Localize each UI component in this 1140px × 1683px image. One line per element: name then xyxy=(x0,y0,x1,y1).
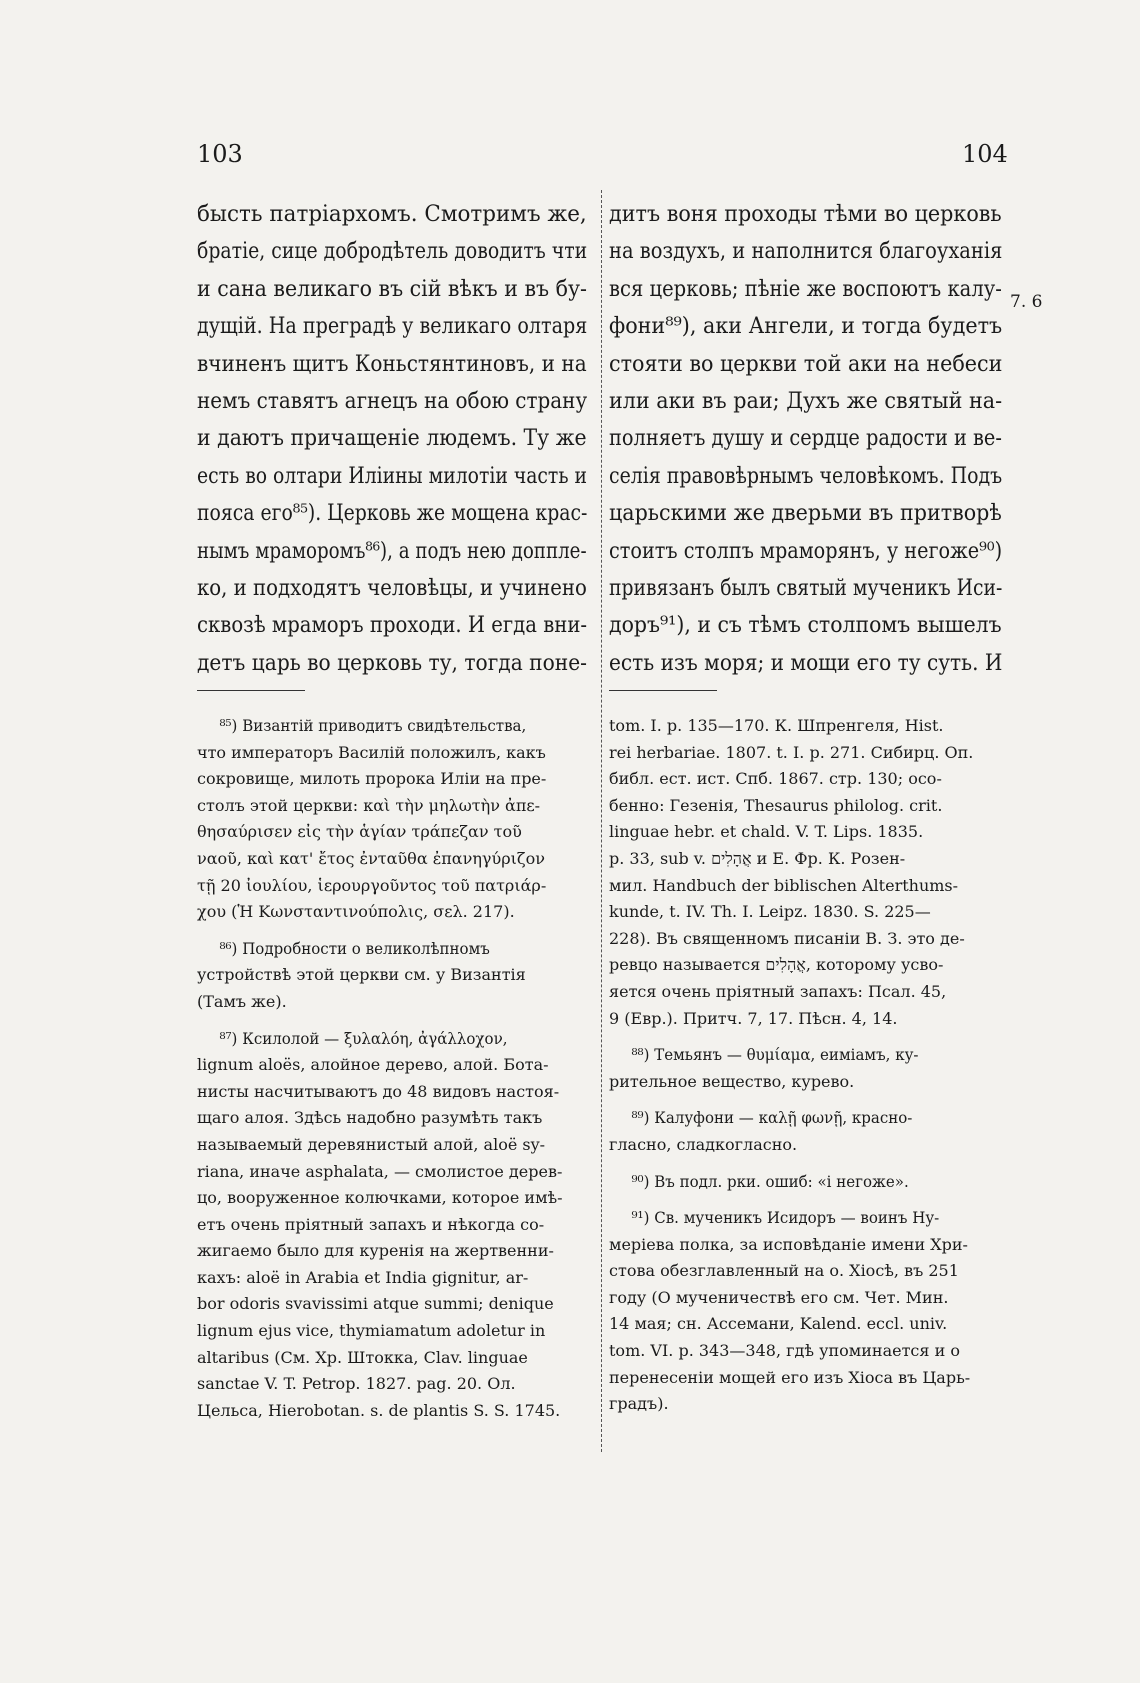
text-line: сквозѣ мраморъ проходи. И егда вни- xyxy=(197,613,587,639)
right-column xyxy=(609,196,1002,1418)
footnote-line: щаго алоя. Здѣсь надобно разумѣть такъ xyxy=(197,1108,543,1128)
page-number-left: 103 xyxy=(197,140,243,168)
footnote-line: ⁸⁶) Подробности о великолѣпномъ xyxy=(219,938,490,958)
footnote-line: ⁸⁸) Темьянъ — θυμίαμα, еиміамъ, ку- xyxy=(631,1045,919,1065)
footnote-line: θησαύρισεν εἰς τὴν ἁγίαν τράπεζαν τοῦ xyxy=(197,822,522,842)
margin-mark: 7. 6 xyxy=(1010,292,1043,312)
footnote-line: перенесеніи мощей его изъ Хіоса въ Царь- xyxy=(609,1367,971,1387)
text-line: пояса его⁸⁵). Церковь же мощена крас- xyxy=(197,501,587,527)
footnote-line: ⁸⁹) Калуфони — καλῇ φωνῇ, красно- xyxy=(631,1108,913,1128)
footnote-line: библ. ест. ист. Спб. 1867. стр. 130; осо- xyxy=(609,769,942,789)
text-line: и даютъ причащеніе людемъ. Ту же xyxy=(197,426,587,452)
text-line: привязанъ былъ святый мученикъ Иси- xyxy=(609,576,1002,602)
text-line: доръ⁹¹), и съ тѣмъ столпомъ вышелъ xyxy=(609,613,1002,639)
footnote-line: χου (Ἡ Κωνσταντινούπολις, σελ. 217). xyxy=(197,902,515,922)
text-line: вся церковь; пѣніе же воспоютъ калу- xyxy=(609,276,1002,302)
footnote-line: рительное вещество, курево. xyxy=(609,1071,855,1091)
footnote-gap xyxy=(197,1016,587,1026)
left-column xyxy=(197,196,587,1424)
footnote-line: ревцо называется אֲהָלִים, которому усво- xyxy=(609,955,944,975)
footnote-gap xyxy=(609,1159,1002,1169)
footnote-line: lignum aloës, алойное дерево, алой. Бота- xyxy=(197,1055,549,1075)
text-line: вчиненъ щитъ Коньстянтиновъ, и на xyxy=(197,351,587,377)
text-line: бысть патріархомъ. Смотримъ же, xyxy=(197,202,587,227)
text-line: немъ ставятъ агнецъ на обою страну xyxy=(197,389,587,415)
footnote-line: устройствѣ этой церкви см. у Византія xyxy=(197,965,526,985)
left-main-text xyxy=(197,196,587,684)
text-line: братіе, сице добродѣтель доводитъ чти xyxy=(197,239,587,265)
footnote-line: ⁹¹) Св. мученикъ Исидоръ — воинъ Ну- xyxy=(631,1208,940,1228)
text-line: есть изъ моря; и мощи его ту суть. И xyxy=(609,650,1002,676)
footnote-line: linguae hebr. et chald. V. T. Lips. 1835. xyxy=(609,822,924,842)
footnote-line: яется очень пріятный запахъ: Псал. 45, xyxy=(609,981,947,1001)
text-line xyxy=(609,682,974,684)
text-line: на воздухъ, и наполнится благоуханія xyxy=(609,239,1002,265)
footnote-line: нисты насчитываютъ до 48 видовъ настоя- xyxy=(197,1081,560,1101)
footnote-line: что императоръ Василій положилъ, какъ xyxy=(197,742,546,762)
footnote-line: градъ). xyxy=(609,1394,669,1414)
text-line: дитъ воня проходы тѣми во церковь xyxy=(609,202,1002,227)
text-line xyxy=(197,682,557,684)
text-line: есть во олтари Иліины милотіи часть и xyxy=(197,463,587,489)
footnote-gap xyxy=(609,1032,1002,1042)
right-main-text xyxy=(609,196,1002,684)
text-line: или аки въ раи; Духъ же святый на- xyxy=(609,389,1002,415)
text-line: царьскими же дверьми въ притворѣ xyxy=(609,501,1002,527)
footnote-line: τῇ 20 ἰουλίου, ἱερουργοῦντος τοῦ πατριάρ- xyxy=(197,875,547,895)
left-footnotes xyxy=(197,713,587,1424)
footnote-line: жигаемо было для куренія на жертвенни- xyxy=(197,1241,554,1261)
footnote-line: сокровище, милоть пророка Иліи на пре- xyxy=(197,769,547,789)
footnote-gap xyxy=(609,1195,1002,1205)
footnote-line: меріева полка, за исповѣданіе имени Хри- xyxy=(609,1234,968,1254)
footnote-line: lignum ejus vice, thymiamatum adoletur in xyxy=(197,1321,546,1341)
footnote-gap xyxy=(609,1095,1002,1105)
text-line: полняетъ душу и сердце радости и ве- xyxy=(609,426,1002,452)
footnote-line: мил. Handbuch der biblischen Alterthums- xyxy=(609,875,959,895)
footnote-gap xyxy=(197,926,587,936)
text-line: фони⁸⁹), аки Ангели, и тогда будетъ xyxy=(609,314,1002,340)
footnote-line: ναοῦ, καὶ κατ' ἔτος ἐνταῦθα ἐπανηγύριζον xyxy=(197,848,545,868)
footnote-line: Цельса, Hierobotan. s. de plantis S. S. 1745. xyxy=(197,1400,561,1420)
footnote-line: бенно: Гезенія, Thesaurus philolog. crit. xyxy=(609,795,943,815)
footnote-line: ⁹⁰) Въ подл. рки. ошиб: «і негоже». xyxy=(631,1171,909,1191)
column-divider xyxy=(601,190,602,1452)
footnote-line: p. 33, sub v. אֲהָלִים и Е. Фр. К. Розен- xyxy=(609,848,906,868)
footnote-line: столъ этой церкви: καὶ τὴν μηλωτὴν ἀπε- xyxy=(197,795,541,815)
footnote-line: bor odoris svavissimi atque summi; denique xyxy=(197,1294,554,1314)
footnote-line: кахъ: aloë in Arabia et India gignitur, ar- xyxy=(197,1267,529,1287)
footnote-line: гласно, сладкогласно. xyxy=(609,1134,798,1154)
footnote-line: ⁸⁵) Византій приводитъ свидѣтельства, xyxy=(219,716,527,735)
right-footnotes xyxy=(609,713,1002,1418)
text-line: ко, и подходятъ человѣцы, и учинено xyxy=(197,576,587,602)
footnote-line: riana, иначе asphalata, — смолистое дерев- xyxy=(197,1161,563,1181)
footnote-line: етъ очень пріятный запахъ и нѣкогда со- xyxy=(197,1214,545,1234)
footnote-line: sanctae V. T. Petrop. 1827. pag. 20. Ол. xyxy=(197,1374,516,1394)
footnote-line: kunde, t. IV. Th. I. Leipz. 1830. S. 225— xyxy=(609,902,931,922)
footnote-line: называемый деревянистый алой, aloë sy- xyxy=(197,1134,546,1154)
footnote-line: (Тамъ же). xyxy=(197,991,287,1011)
footnote-line: tom. VI. p. 343—348, гдѣ упоминается и о xyxy=(609,1341,960,1361)
text-line: дущій. На преградѣ у великаго олтаря xyxy=(197,314,587,340)
footnote-rule-right xyxy=(609,690,717,691)
footnote-line: 228). Въ священномъ писаніи В. З. это де- xyxy=(609,928,965,948)
footnote-line: году (О мученичествѣ его см. Чет. Мин. xyxy=(609,1287,949,1307)
footnote-line: tom. I. p. 135—170. К. Шпренгеля, Hist. xyxy=(609,716,944,735)
footnote-line: rei herbariae. 1807. t. I. p. 271. Сибирц. Оп. xyxy=(609,742,974,762)
footnote-rule-left xyxy=(197,690,305,691)
footnote-line: altaribus (См. Хр. Штокка, Clav. linguae xyxy=(197,1347,528,1367)
text-line: стоитъ столпъ мраморянъ, у негоже⁹⁰) xyxy=(609,538,1002,564)
footnote-line: 9 (Евр.). Притч. 7, 17. Пѣсн. 4, 14. xyxy=(609,1008,898,1028)
text-line: стояти во церкви той аки на небеси xyxy=(609,351,1002,377)
footnote-line: стова обезглавленный на о. Хіосѣ, въ 251 xyxy=(609,1261,959,1281)
footnote-line: цо, вооруженное колючками, которое имѣ- xyxy=(197,1188,563,1208)
footnote-line: ⁸⁷) Ксилолой — ξυλαλόη, ἀγάλλοχον, xyxy=(219,1028,508,1048)
text-line: нымъ мраморомъ⁸⁶), а подъ нею доппле- xyxy=(197,538,587,564)
text-line: детъ царь во церковь ту, тогда поне- xyxy=(197,650,587,676)
footnote-line: 14 мая; сн. Ассемани, Kalend. eccl. univ. xyxy=(609,1314,948,1334)
text-line: селія правовѣрнымъ человѣкомъ. Подъ xyxy=(609,463,1002,489)
text-line: и сана великаго въ сій вѣкъ и въ бу- xyxy=(197,276,587,302)
page-number-right: 104 xyxy=(962,140,1008,168)
